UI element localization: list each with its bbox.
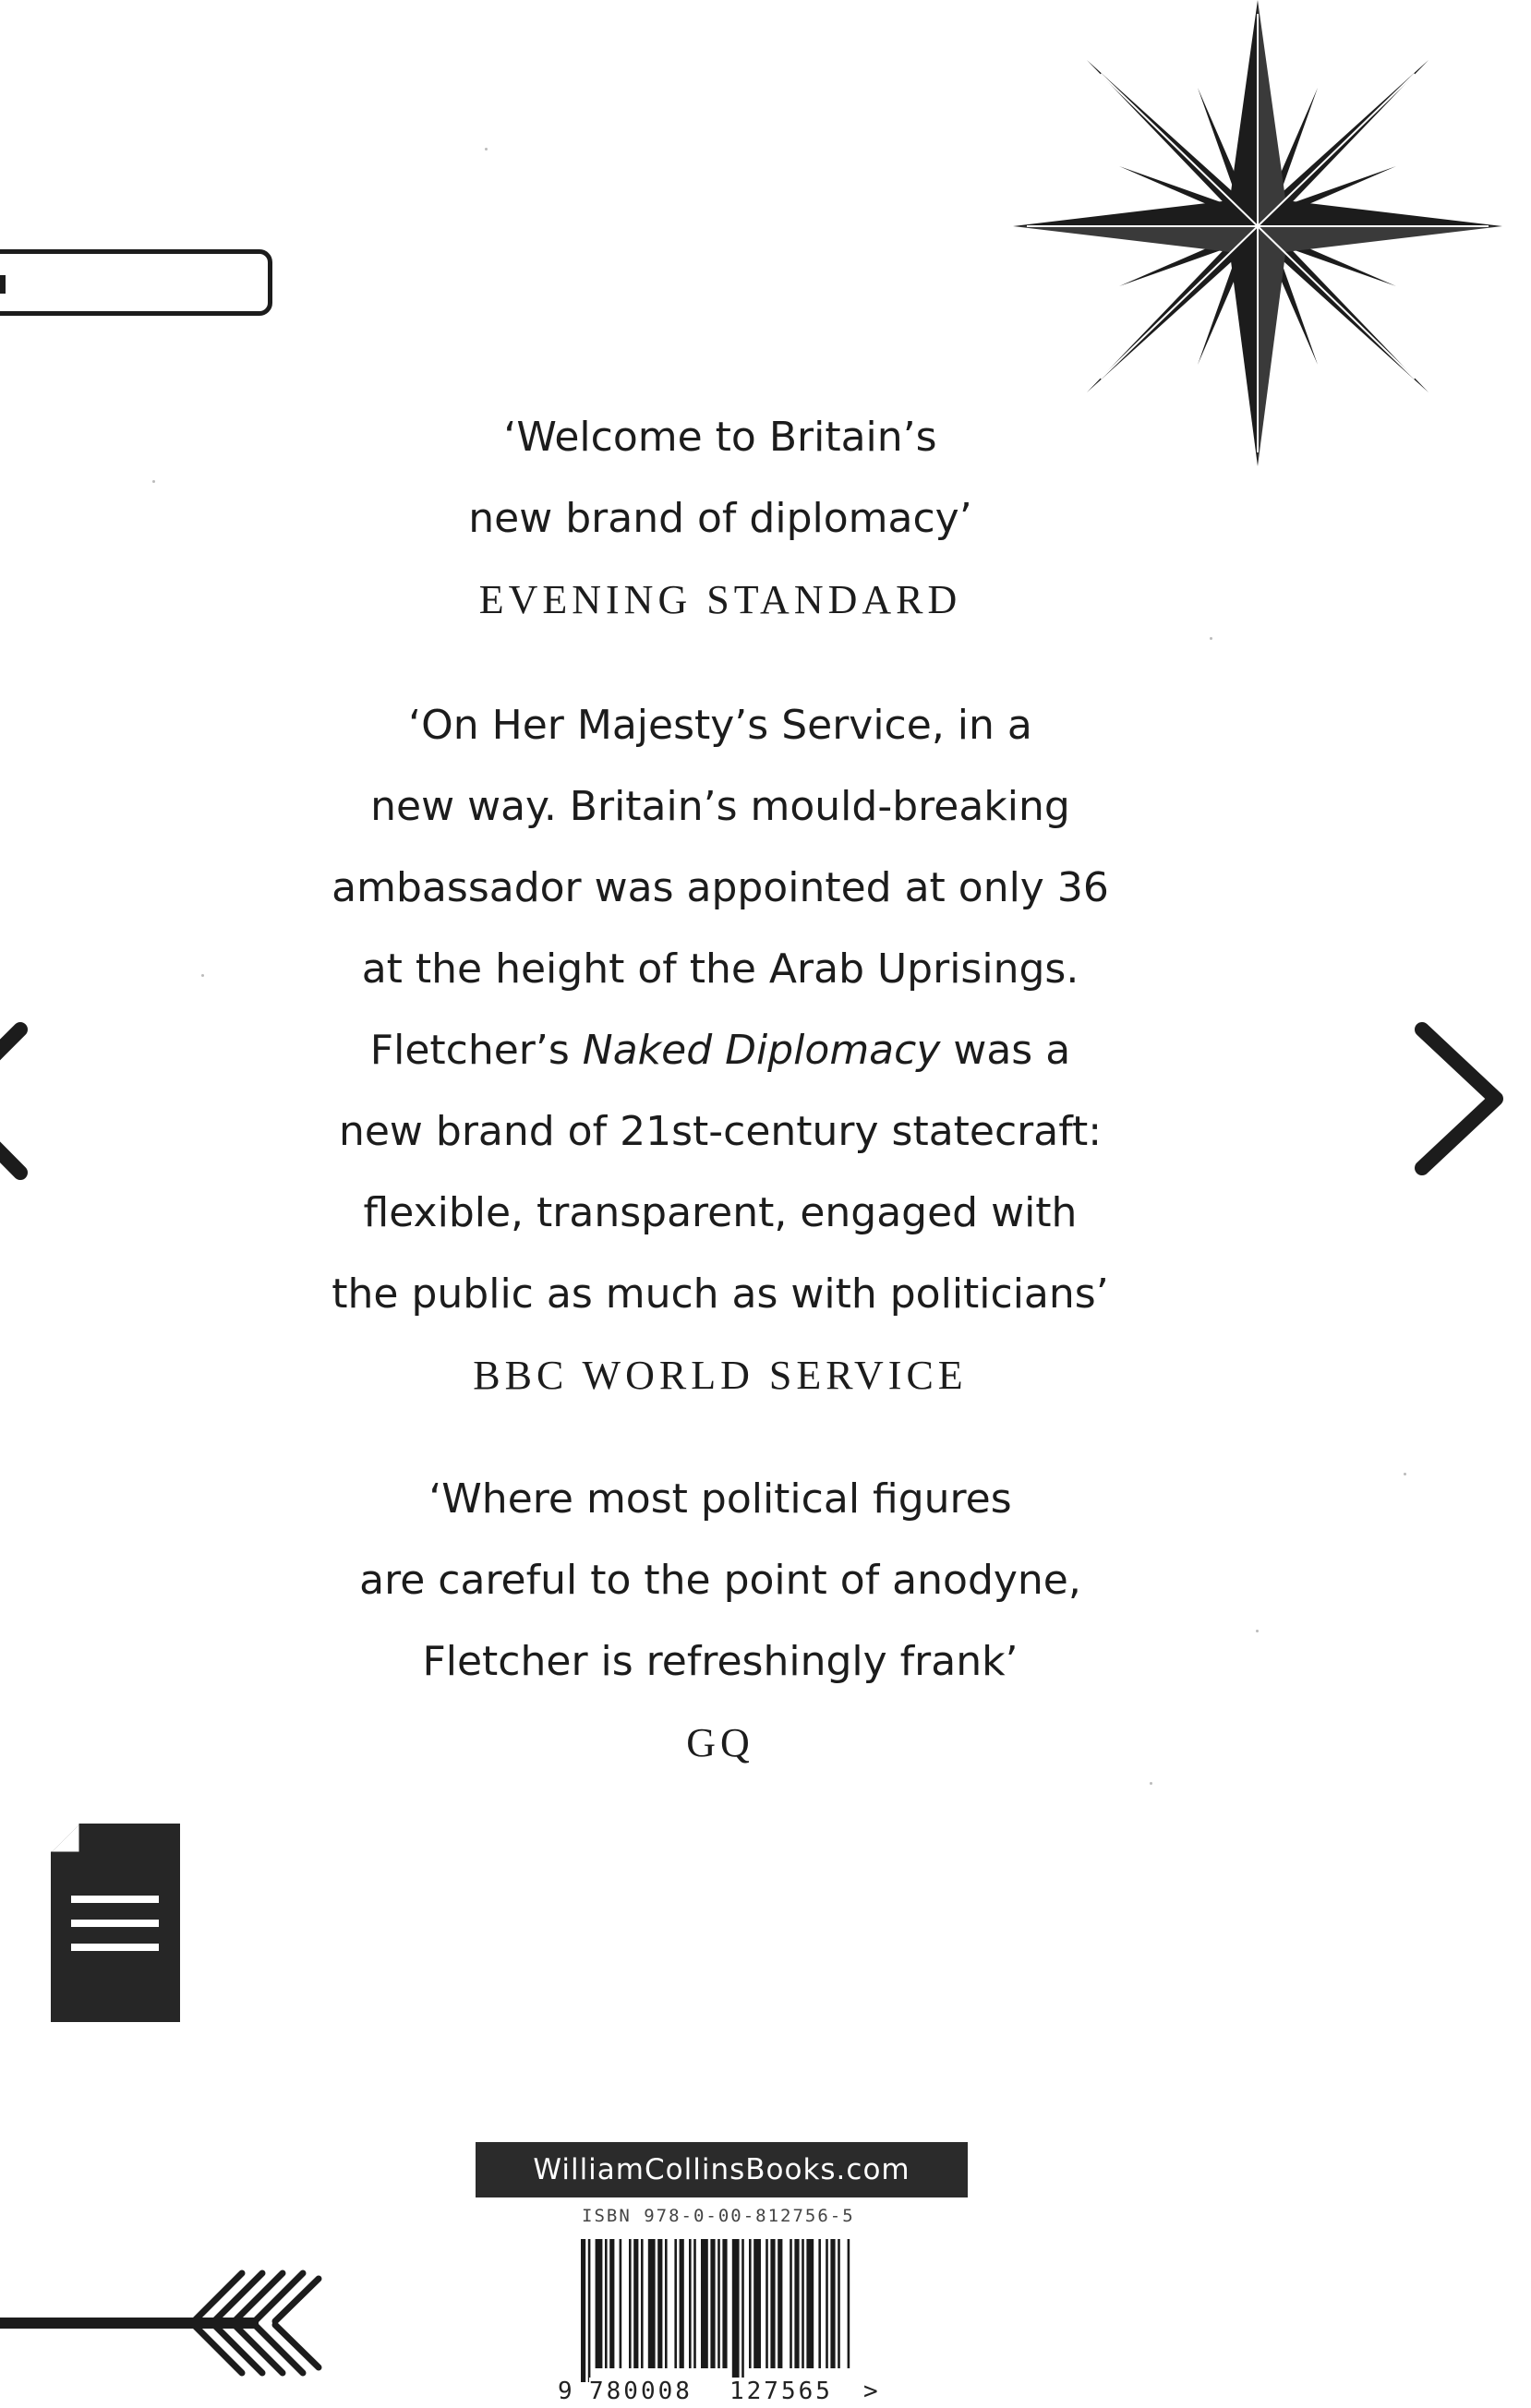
barcode-bar: [806, 2239, 814, 2368]
quote-line: at the height of the Arab Uprisings.: [361, 945, 1079, 993]
barcode-bar: [588, 2239, 591, 2382]
barcode-bar: [830, 2239, 835, 2368]
isbn-label: ISBN 978-0-00-812756-5: [582, 2206, 855, 2226]
barcode-bar: [778, 2239, 782, 2368]
quote-line-with-title: [0, 1027, 1441, 1074]
barcode-bar: [693, 2239, 696, 2368]
barcode-bar: [838, 2239, 840, 2368]
barcode-bar: [633, 2239, 638, 2368]
barcode-bar: [689, 2239, 692, 2368]
quote-line: new way. Britain’s mould-breaking: [370, 783, 1070, 830]
barcode-bar: [749, 2239, 752, 2368]
barcode-bar: [657, 2239, 662, 2368]
quote-line: ambassador was appointed at only 36: [332, 864, 1109, 911]
barcode-bar: [848, 2239, 850, 2368]
barcode-bar: [629, 2239, 632, 2368]
quote-line: are careful to the point of anodyne,: [359, 1557, 1081, 1604]
quote-line: new brand of 21st-century statecraft:: [338, 1108, 1103, 1155]
quote-source: GQ: [686, 1720, 754, 1765]
quote-text: Fletcher’s: [369, 1027, 583, 1074]
barcode-lead-digit: 9: [558, 2378, 573, 2405]
quote-text: was a: [940, 1027, 1071, 1074]
compass-star-icon: [1007, 0, 1505, 471]
barcode-bar: [770, 2239, 775, 2368]
barcode-bar: [581, 2239, 585, 2382]
barcode-end-mark: >: [863, 2378, 878, 2405]
barcode-bar: [605, 2239, 608, 2368]
arrow-fletching-icon: [0, 2262, 332, 2391]
quote-line: ‘Where most political figures: [428, 1475, 1012, 1523]
barcode-bar: [717, 2239, 720, 2368]
barcode-bar: [680, 2239, 684, 2368]
publisher-url[interactable]: WilliamCollinsBooks.com: [476, 2142, 968, 2197]
barcode-bar: [648, 2239, 656, 2368]
barcode-bar: [794, 2239, 799, 2368]
quote-line: the public as much as with politicians’: [332, 1270, 1109, 1318]
barcode-bar: [722, 2239, 727, 2368]
barcode-bar: [620, 2239, 622, 2368]
barcode-bar: [641, 2239, 644, 2368]
barcode-bar: [766, 2239, 768, 2368]
barcode-bar: [753, 2239, 761, 2368]
barcode-bar: [701, 2239, 708, 2368]
barcode-bar: [818, 2239, 821, 2368]
barcode: [577, 2239, 859, 2382]
frame-tab-mark: [0, 275, 6, 294]
quote-line: ‘On Her Majesty’s Service, in a: [408, 702, 1032, 749]
barcode-bar: [732, 2239, 740, 2382]
quote-line: flexible, transparent, engaged with: [363, 1189, 1078, 1236]
quote-line: ‘Welcome to Britain’s: [503, 414, 937, 461]
book-title: Naked Diplomacy: [582, 1027, 941, 1074]
barcode-bar: [596, 2239, 603, 2368]
barcode-bar: [609, 2239, 614, 2368]
barcode-bar: [665, 2239, 668, 2368]
barcode-bar: [826, 2239, 828, 2368]
barcode-bar: [790, 2239, 792, 2368]
quote-line: new brand of diplomacy’: [468, 495, 972, 542]
barcode-bar: [710, 2239, 715, 2368]
barcode-right-digits: 127565: [729, 2378, 833, 2405]
barcode-left-digits: 780008: [589, 2378, 693, 2405]
document-icon: [51, 1824, 185, 2027]
quote-source: EVENING STANDARD: [478, 577, 962, 622]
quote-source: BBC WORLD SERVICE: [473, 1353, 968, 1398]
barcode-bar: [741, 2239, 744, 2382]
barcode-bar: [674, 2239, 677, 2368]
quote-line: Fletcher is refreshingly frank’: [422, 1638, 1019, 1685]
rounded-frame-decoration: [0, 249, 272, 316]
barcode-bar: [802, 2239, 804, 2368]
